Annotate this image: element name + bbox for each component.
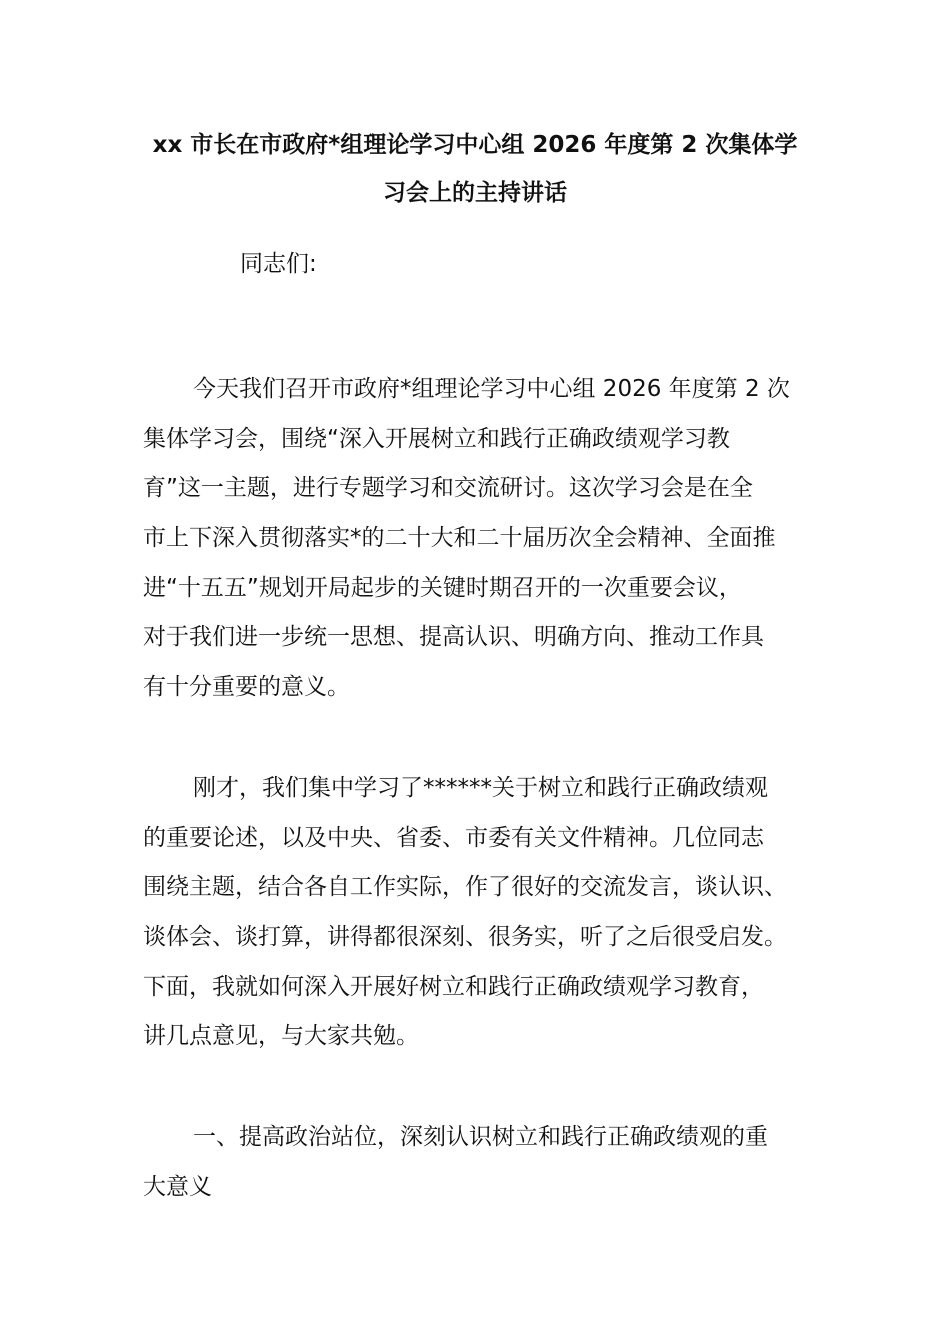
paragraph-line: 谈体会、谈打算，讲得都很深刻、很务实，听了之后很受启发。 — [143, 924, 787, 951]
paragraph-line: 市上下深入贯彻落实*的二十大和二十届历次全会精神、全面推 — [143, 525, 776, 552]
heading-line: 一、提高政治站位，深刻认识树立和践行正确政绩观的重 — [193, 1124, 768, 1150]
salutation-text: 同志们: — [240, 251, 317, 277]
paragraph-line: 育”这一主题，进行专题学习和交流研讨。这次学习会是在全 — [143, 475, 753, 502]
paragraph-line: 讲几点意见，与大家共勉。 — [143, 1023, 419, 1050]
paragraph-1 — [143, 365, 823, 713]
paragraph-line: 围绕主题，结合各自工作实际，作了很好的交流发言，谈认识、 — [143, 874, 787, 901]
heading-line: 大意义 — [143, 1173, 212, 1200]
paragraph-line: 今天我们召开市政府*组理论学习中心组 2026 年度第 2 次 — [193, 376, 790, 402]
paragraph-line: 对于我们进一步统一思想、提高认识、明确方向、推动工作具 — [143, 624, 764, 651]
paragraph-2 — [143, 764, 823, 1062]
paragraph-line: 的重要论述，以及中央、省委、市委有关文件精神。几位同志 — [143, 824, 764, 851]
salutation — [240, 240, 920, 290]
document-title-line-1: xx 市长在市政府*组理论学习中心组 2026 年度第 2 次集体学 — [152, 132, 798, 158]
document-title-line-2: 习会上的主持讲话 — [383, 180, 567, 206]
paragraph-line: 有十分重要的意义。 — [143, 674, 350, 701]
paragraph-line: 下面，我就如何深入开展好树立和践行正确政绩观学习教育， — [143, 973, 764, 1000]
section-heading-1 — [143, 1113, 823, 1212]
paragraph-line: 刚才，我们集中学习了******关于树立和践行正确政绩观 — [193, 775, 768, 801]
paragraph-line: 集体学习会，围绕“深入开展树立和践行正确政绩观学习教 — [143, 425, 730, 452]
paragraph-line: 进“十五五”规划开局起步的关键时期召开的一次重要会议， — [143, 574, 742, 601]
